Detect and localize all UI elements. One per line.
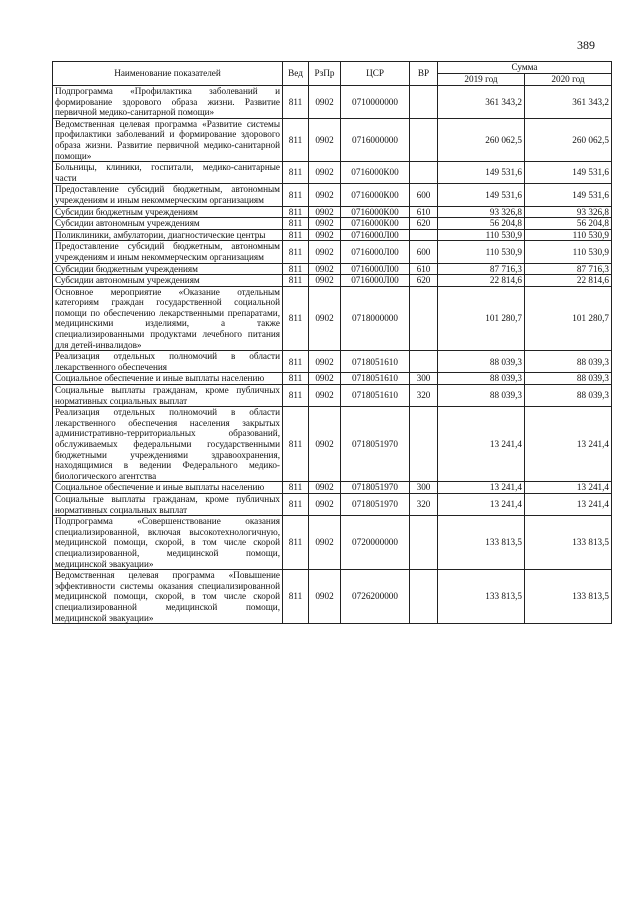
cell-rzpr: 0902: [309, 263, 341, 275]
cell-sum-2020: 22 814,6: [525, 275, 612, 287]
table-row: [53, 118, 612, 161]
cell-csr: 0718051970: [341, 407, 410, 482]
cell-rzpr: 0902: [309, 275, 341, 287]
cell-rzpr: 0902: [309, 184, 341, 206]
cell-vr: 320: [410, 385, 438, 407]
cell-sum-2019: 22 814,6: [438, 275, 525, 287]
header-year-2019: 2019 год: [438, 74, 525, 86]
cell-csr: 0716000Л00: [341, 241, 410, 263]
cell-sum-2020: 13 241,4: [525, 482, 612, 494]
cell-csr: 0718051970: [341, 482, 410, 494]
cell-name: Субсидии бюджетным учреждениям: [53, 206, 283, 218]
cell-name: Субсидии бюджетным учреждениям: [53, 263, 283, 275]
cell-name: Социальные выплаты гражданам, кроме публичных нормативных социальных выплат: [53, 493, 283, 515]
cell-ved: 811: [283, 86, 309, 119]
cell-sum-2019: 88 039,3: [438, 351, 525, 373]
cell-sum-2019: 88 039,3: [438, 373, 525, 385]
cell-rzpr: 0902: [309, 218, 341, 230]
cell-csr: 0718051610: [341, 351, 410, 373]
cell-ved: 811: [283, 241, 309, 263]
header-vr: ВР: [410, 62, 438, 86]
cell-sum-2020: 93 326,8: [525, 206, 612, 218]
table-row: [53, 241, 612, 263]
table-row: [53, 482, 612, 494]
cell-name: Подпрограмма «Профилактика заболеваний и формирование здорового образа жизни. Развитие первичной медико-санитарной помощи»: [53, 86, 283, 119]
cell-ved: 811: [283, 286, 309, 351]
cell-ved: 811: [283, 162, 309, 184]
cell-sum-2020: 110 530,9: [525, 241, 612, 263]
cell-ved: 811: [283, 493, 309, 515]
table-row: [53, 516, 612, 570]
cell-rzpr: 0902: [309, 373, 341, 385]
cell-sum-2019: 133 813,5: [438, 570, 525, 624]
cell-sum-2019: 87 716,3: [438, 263, 525, 275]
cell-name: Социальное обеспечение и иные выплаты населению: [53, 373, 283, 385]
cell-sum-2020: 13 241,4: [525, 493, 612, 515]
cell-rzpr: 0902: [309, 286, 341, 351]
cell-ved: 811: [283, 373, 309, 385]
cell-ved: 811: [283, 118, 309, 161]
budget-table: [52, 61, 612, 624]
cell-sum-2019: 88 039,3: [438, 385, 525, 407]
cell-sum-2020: 88 039,3: [525, 373, 612, 385]
cell-rzpr: 0902: [309, 118, 341, 161]
cell-ved: 811: [283, 385, 309, 407]
cell-ved: 811: [283, 570, 309, 624]
cell-csr: 0716000К00: [341, 218, 410, 230]
header-year-2020: 2020 год: [525, 74, 612, 86]
cell-csr: 0718051610: [341, 373, 410, 385]
cell-sum-2019: 93 326,8: [438, 206, 525, 218]
cell-rzpr: 0902: [309, 351, 341, 373]
cell-vr: [410, 351, 438, 373]
cell-sum-2020: 101 280,7: [525, 286, 612, 351]
cell-name: Предоставление субсидий бюджетным, автономным учреждениям и иным некоммерческим организациям: [53, 241, 283, 263]
cell-rzpr: 0902: [309, 482, 341, 494]
cell-vr: [410, 86, 438, 119]
cell-vr: 620: [410, 275, 438, 287]
cell-ved: 811: [283, 351, 309, 373]
table-row: [53, 493, 612, 515]
cell-name: Социальное обеспечение и иные выплаты населению: [53, 482, 283, 494]
cell-vr: [410, 229, 438, 241]
cell-vr: [410, 118, 438, 161]
cell-csr: 0726200000: [341, 570, 410, 624]
cell-csr: 0716000К00: [341, 184, 410, 206]
cell-rzpr: 0902: [309, 206, 341, 218]
cell-sum-2019: 13 241,4: [438, 407, 525, 482]
cell-ved: 811: [283, 263, 309, 275]
cell-csr: 0720000000: [341, 516, 410, 570]
cell-csr: 0718051970: [341, 493, 410, 515]
cell-name: Предоставление субсидий бюджетным, автономным учреждениям и иным некоммерческим организациям: [53, 184, 283, 206]
header-ved: Вед: [283, 62, 309, 86]
cell-sum-2019: 110 530,9: [438, 241, 525, 263]
cell-csr: 0718000000: [341, 286, 410, 351]
cell-sum-2019: 13 241,4: [438, 482, 525, 494]
cell-sum-2020: 88 039,3: [525, 385, 612, 407]
cell-name: Ведомственная целевая программа «Развитие системы профилактики заболеваний и формирование здорового образа жизни. Развитие первичной медико-санитарной помощи»: [53, 118, 283, 161]
cell-vr: 320: [410, 493, 438, 515]
cell-vr: [410, 570, 438, 624]
cell-rzpr: 0902: [309, 241, 341, 263]
cell-csr: 0718051610: [341, 385, 410, 407]
cell-name: Поликлиники, амбулатории, диагностические центры: [53, 229, 283, 241]
table-row: [53, 275, 612, 287]
cell-csr: 0716000000: [341, 118, 410, 161]
table-body: [53, 86, 612, 624]
table-row: [53, 218, 612, 230]
cell-sum-2020: 260 062,5: [525, 118, 612, 161]
cell-vr: 600: [410, 184, 438, 206]
cell-vr: 600: [410, 241, 438, 263]
cell-csr: 0716000К00: [341, 162, 410, 184]
table-row: [53, 373, 612, 385]
cell-vr: 610: [410, 263, 438, 275]
cell-vr: [410, 162, 438, 184]
cell-rzpr: 0902: [309, 229, 341, 241]
cell-sum-2020: 13 241,4: [525, 407, 612, 482]
cell-rzpr: 0902: [309, 516, 341, 570]
table-row: [53, 286, 612, 351]
cell-csr: 0716000Л00: [341, 229, 410, 241]
cell-ved: 811: [283, 482, 309, 494]
cell-ved: 811: [283, 275, 309, 287]
cell-sum-2020: 56 204,8: [525, 218, 612, 230]
table-row: [53, 351, 612, 373]
cell-name: Реализация отдельных полномочий в области лекарственного обеспечения: [53, 351, 283, 373]
cell-rzpr: 0902: [309, 493, 341, 515]
cell-sum-2020: 110 530,9: [525, 229, 612, 241]
table-row: [53, 184, 612, 206]
header-sum: Сумма: [438, 62, 612, 74]
cell-ved: 811: [283, 184, 309, 206]
cell-ved: 811: [283, 218, 309, 230]
table-row: [53, 229, 612, 241]
header-rzpr: РзПр: [309, 62, 341, 86]
cell-vr: 300: [410, 373, 438, 385]
cell-vr: [410, 407, 438, 482]
table-row: [53, 162, 612, 184]
cell-csr: 0716000К00: [341, 206, 410, 218]
table-header: [53, 62, 612, 86]
cell-rzpr: 0902: [309, 86, 341, 119]
cell-sum-2019: 56 204,8: [438, 218, 525, 230]
cell-sum-2020: 149 531,6: [525, 184, 612, 206]
table-row: [53, 86, 612, 119]
cell-sum-2020: 87 716,3: [525, 263, 612, 275]
cell-ved: 811: [283, 229, 309, 241]
cell-sum-2019: 149 531,6: [438, 184, 525, 206]
cell-rzpr: 0902: [309, 407, 341, 482]
cell-ved: 811: [283, 407, 309, 482]
page-number: 389: [577, 38, 595, 52]
cell-sum-2020: 133 813,5: [525, 516, 612, 570]
cell-sum-2020: 361 343,2: [525, 86, 612, 119]
cell-sum-2019: 133 813,5: [438, 516, 525, 570]
cell-rzpr: 0902: [309, 385, 341, 407]
cell-name: Подпрограмма «Совершенствование оказания специализированной, включая высокотехнологичную, медицинской помощи, скорой, в том числе скорой специализированной, медицинской помощи, медицинской эвакуации»: [53, 516, 283, 570]
cell-ved: 811: [283, 516, 309, 570]
cell-vr: [410, 516, 438, 570]
cell-name: Социальные выплаты гражданам, кроме публичных нормативных социальных выплат: [53, 385, 283, 407]
cell-sum-2019: 361 343,2: [438, 86, 525, 119]
cell-sum-2019: 260 062,5: [438, 118, 525, 161]
cell-sum-2019: 110 530,9: [438, 229, 525, 241]
header-csr: ЦСР: [341, 62, 410, 86]
table-row: [53, 263, 612, 275]
table-row: [53, 385, 612, 407]
header-name: Наименование показателей: [53, 62, 283, 86]
cell-rzpr: 0902: [309, 162, 341, 184]
table-row: [53, 570, 612, 624]
cell-rzpr: 0902: [309, 570, 341, 624]
cell-csr: 0716000Л00: [341, 275, 410, 287]
cell-sum-2019: 13 241,4: [438, 493, 525, 515]
cell-name: Субсидии автономным учреждениям: [53, 218, 283, 230]
cell-sum-2020: 88 039,3: [525, 351, 612, 373]
cell-csr: 0716000Л00: [341, 263, 410, 275]
cell-name: Основное мероприятие «Оказание отдельным категориям граждан государственной социальной помощи по обеспечению лекарственными препаратами, медицинскими изделиями, а также специализированными продуктами лечебного питания для детей-инвалидов»: [53, 286, 283, 351]
cell-ved: 811: [283, 206, 309, 218]
cell-sum-2019: 149 531,6: [438, 162, 525, 184]
cell-name: Больницы, клиники, госпитали, медико-санитарные части: [53, 162, 283, 184]
cell-vr: 620: [410, 218, 438, 230]
cell-sum-2020: 133 813,5: [525, 570, 612, 624]
cell-vr: [410, 286, 438, 351]
cell-name: Ведомственная целевая программа «Повышение эффективности системы оказания специализированной медицинской помощи, скорой, в том числе скорой специализированной медицинской помощи, медицинской эвакуации»: [53, 570, 283, 624]
table-row: [53, 206, 612, 218]
cell-csr: 0710000000: [341, 86, 410, 119]
table-row: [53, 407, 612, 482]
cell-sum-2020: 149 531,6: [525, 162, 612, 184]
cell-name: Реализация отдельных полномочий в области лекарственного обеспечения населения закрытых административно-территориальных образований, обслуживаемых федеральными государственными бюджетными учреждениями здравоохранения, находящимися в ведении Федерального медико-биологического агентства: [53, 407, 283, 482]
cell-name: Субсидии автономным учреждениям: [53, 275, 283, 287]
cell-vr: 610: [410, 206, 438, 218]
cell-sum-2019: 101 280,7: [438, 286, 525, 351]
cell-vr: 300: [410, 482, 438, 494]
